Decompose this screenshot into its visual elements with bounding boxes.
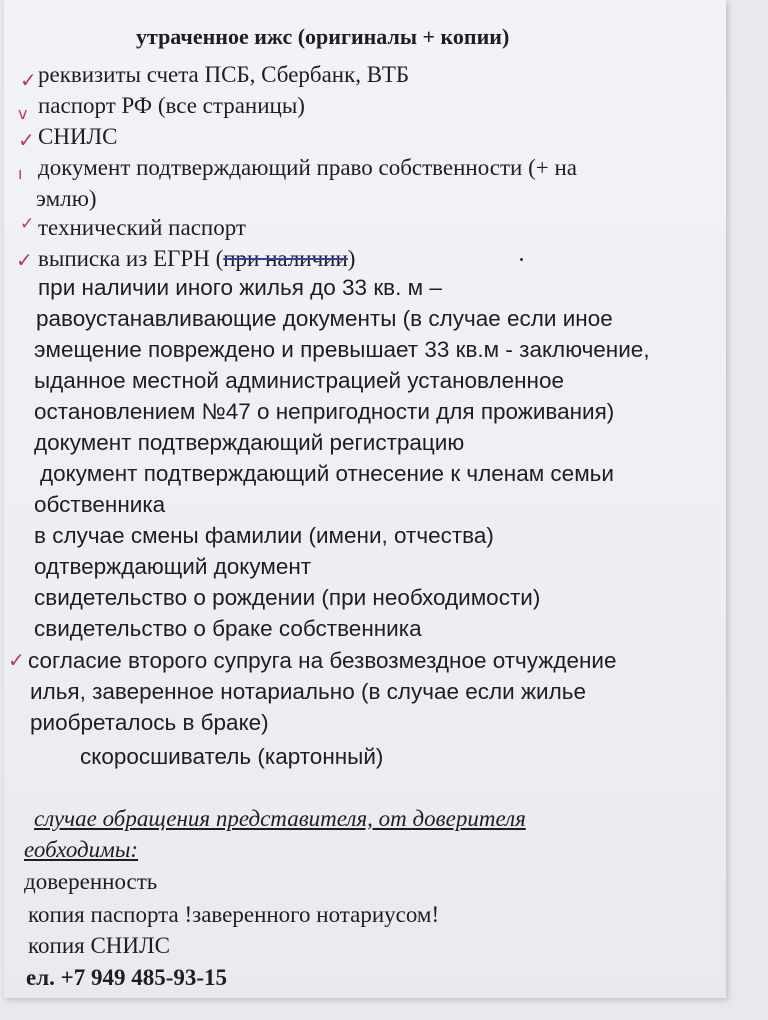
- list-item: технический паспорт: [38, 215, 246, 240]
- list-item: в случае смены фамилии (имени, отчества): [34, 523, 494, 548]
- list-item: равоустанавливающие документы (в случае если иное: [36, 306, 613, 331]
- document-sheet: [4, 0, 726, 998]
- list-item: СНИЛС: [38, 124, 118, 149]
- list-item: илья, заверенное нотариально (в случае если жилье: [30, 679, 586, 704]
- list-item: реквизиты счета ПСБ, Сбербанк, ВТБ: [38, 62, 410, 87]
- list-item: документ подтверждающий право собственности (+ на: [38, 155, 577, 180]
- check-mark-icon: v: [18, 104, 28, 123]
- list-item: обственника: [34, 492, 166, 517]
- list-item: согласие второго супруга на безвозмездное отчуждение: [28, 648, 617, 673]
- list-item: остановлением №47 о непригодности для проживания): [34, 399, 615, 424]
- representative-doc: копия СНИЛС: [28, 933, 170, 958]
- list-item: скоросшиватель (картонный): [80, 744, 384, 769]
- list-item: документ подтверждающий отнесение к членам семьи: [40, 461, 614, 486]
- list-item: одтверждающий документ: [34, 554, 312, 579]
- check-mark-icon: ✓: [20, 68, 37, 92]
- check-mark-icon: ✓: [18, 128, 35, 152]
- document-title: утраченное ижс (оригиналы + копии): [136, 24, 510, 49]
- phone-number: ел. +7 949 485-93-15: [26, 965, 228, 990]
- check-mark-icon: ✓: [16, 248, 33, 272]
- list-item: паспорт РФ (все страницы): [38, 93, 305, 118]
- representative-doc: доверенность: [24, 869, 158, 894]
- check-mark-icon: ✓: [8, 648, 25, 672]
- list-item: эмещение повреждено и превышает 33 кв.м - заключение,: [34, 337, 650, 362]
- list-item: риобреталось в браке): [30, 710, 269, 735]
- list-item: документ подтверждающий регистрацию: [34, 430, 465, 455]
- list-item: эмлю): [36, 186, 97, 211]
- list-item: свидетельство о рождении (при необходимости): [34, 585, 541, 610]
- representative-note: еобходимы:: [24, 837, 139, 862]
- list-item: выписка из ЕГРН (при наличии): [38, 246, 356, 271]
- list-item: свидетельство о браке собственника: [34, 616, 422, 641]
- representative-doc: копия паспорта !заверенного нотариусом!: [28, 902, 440, 927]
- ink-dot: [520, 258, 523, 261]
- struck-text: при наличии: [223, 246, 348, 271]
- representative-note: случае обращения представителя, от доверителя: [34, 806, 526, 831]
- list-item: ыданное местной администрацией установленное: [34, 368, 564, 393]
- list-item: при наличии иного жилья до 33 кв. м –: [38, 275, 442, 300]
- check-mark-icon: ✓: [20, 214, 35, 234]
- tick-mark-icon: ı: [18, 164, 23, 183]
